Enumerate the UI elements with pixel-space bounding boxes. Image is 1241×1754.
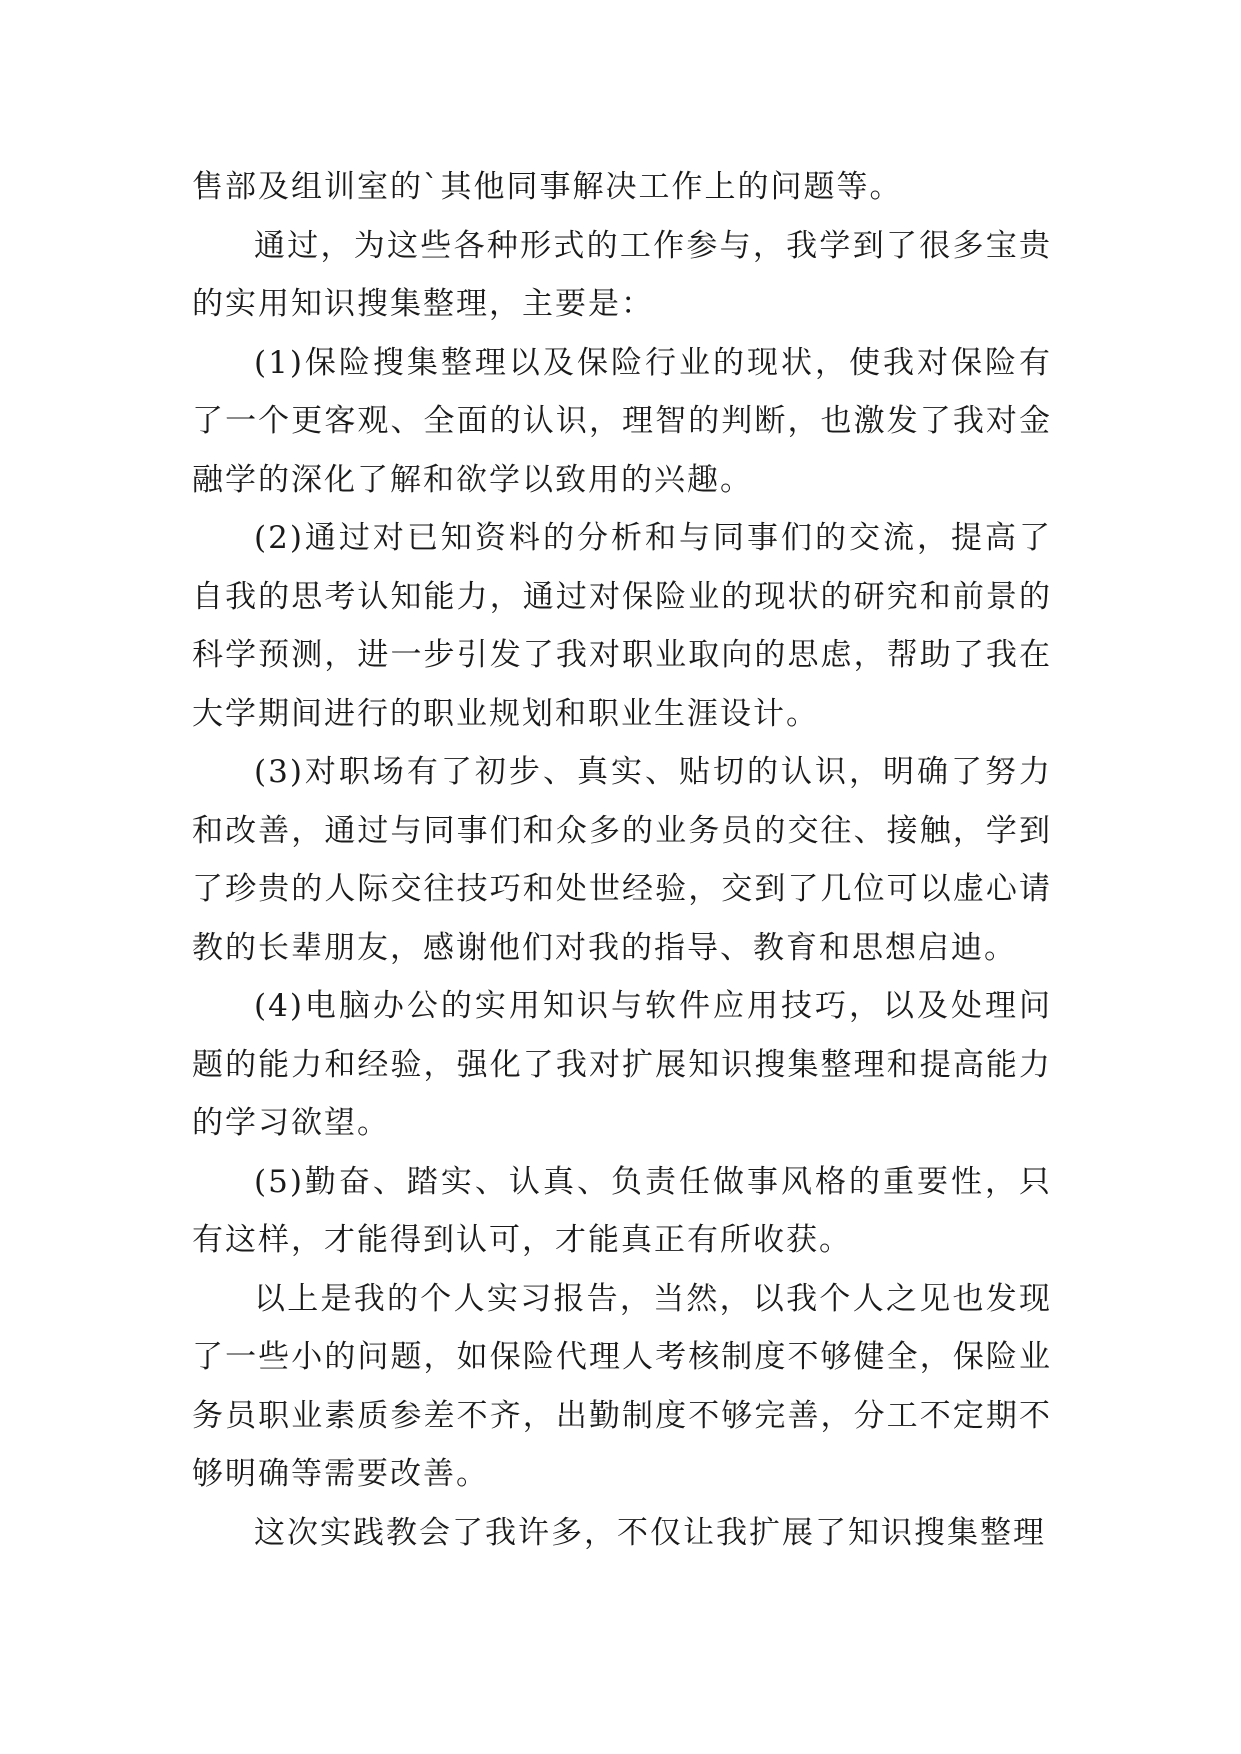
paragraph-continuation: 售部及组训室的`其他同事解决工作上的问题等。	[192, 169, 903, 205]
paragraph-summary: 以上是我的个人实习报告，当然，以我个人之见也发现了一些小的问题，如保险代理人考核制度不够健全，保险业务员职业素质参差不齐，出勤制度不够完善，分工不定期不够明确等需要改善。	[192, 1280, 1052, 1492]
paragraph-item-4: (4)电脑办公的实用知识与软件应用技巧，以及处理问题的能力和经验，强化了我对扩展知识搜集整理和提高能力的学习欲望。	[192, 988, 1052, 1141]
paragraph-item-3: (3)对职场有了初步、真实、贴切的认识，明确了努力和改善，通过与同事们和众多的业务员的交往、接触，学到了珍贵的人际交往技巧和处世经验，交到了几位可以虚心请教的长辈朋友，感谢他们对我的指导、教育和思想启迪。	[192, 754, 1052, 966]
paragraph-item-5: (5)勤奋、踏实、认真、负责任做事风格的重要性，只有这样，才能得到认可，才能真正有所收获。	[192, 1163, 1052, 1258]
document-body	[192, 158, 1052, 1562]
paragraph-closing: 这次实践教会了我许多，不仅让我扩展了知识搜集整理	[254, 1514, 1046, 1551]
paragraph-intro: 通过，为这些各种形式的工作参与，我学到了很多宝贵的实用知识搜集整理，主要是：	[192, 227, 1052, 322]
paragraph-item-1: (1)保险搜集整理以及保险行业的现状，使我对保险有了一个更客观、全面的认识，理智的判断，也激发了我对金融学的深化了解和欲学以致用的兴趣。	[192, 344, 1052, 498]
paragraph-item-2: (2)通过对已知资料的分析和与同事们的交流，提高了自我的思考认知能力，通过对保险业的现状的研究和前景的科学预测，进一步引发了我对职业取向的思虑，帮助了我在大学期间进行的职业规划和职业生涯设计。	[192, 520, 1052, 732]
